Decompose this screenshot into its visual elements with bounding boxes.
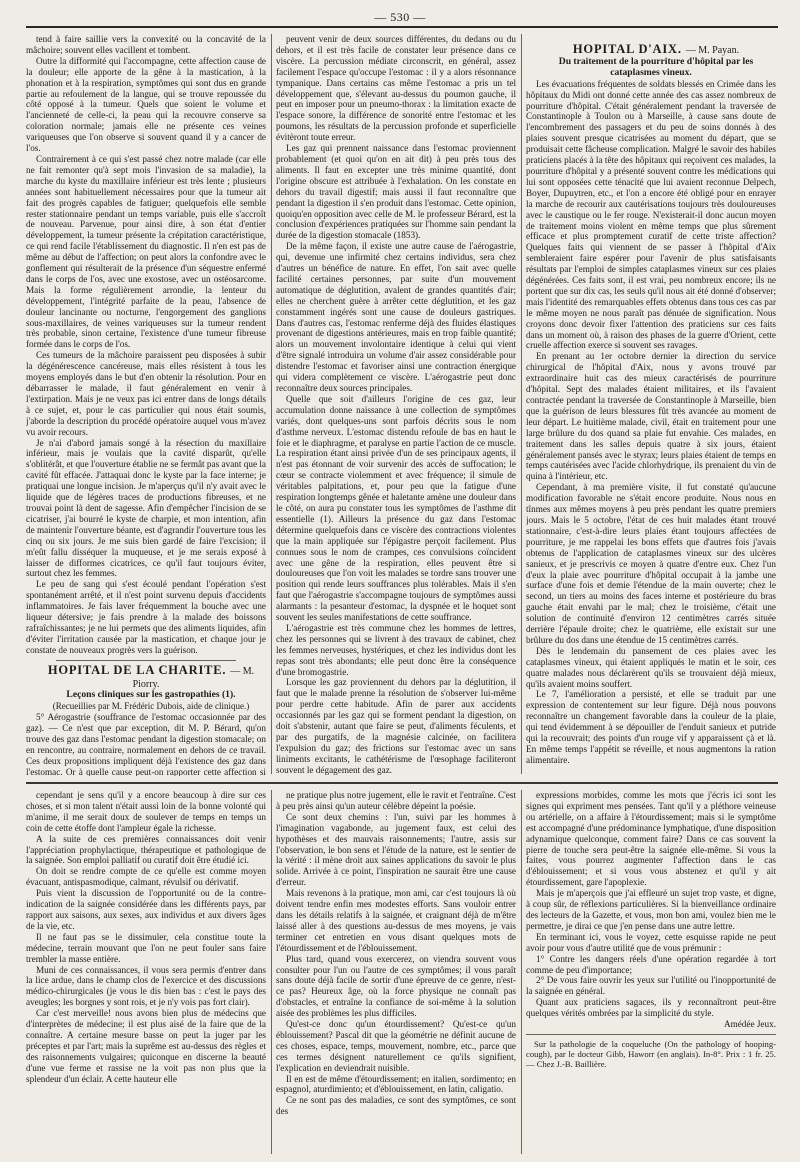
header-rule bbox=[26, 26, 778, 28]
paragraph: En terminant ici, vous le voyez, cette esquisse rapide ne peut avoir pour vous d'autre utilité que de vous prémunir : bbox=[526, 931, 776, 953]
paragraph: Cependant, à ma première visite, il fut constaté qu'aucune modification favorable ne s'était encore produite. Nous nous en tînmes aux mêmes moyens à peu près pendant les quatre premiers jours. Mais le 5 octobre, l'état de ces huit malades étant trouvé stationnaire, c'est-à-dire leurs plaies étant toujours affectées de pourriture, je me rappelai les bons effets que d'autres fois j'avais obtenus de l'application de cataplasmes vineux sur des ulcères sanieux, et je prescrivis ce moyen à quatre d'entre eux. Chez l'un d'eux la plaie avec pourriture d'hôpital occupait à la jambe une surface d'une fois et demie l'étendue de la main ouverte; chez le second, un tiers au moins des faces interne et postérieure du bras gauche était envahi par le mal; chez le troisième, c'était une solution de continuité d'environ 12 centimètres carrés située derrière l'épaule droite; chez le quatrième, elle existait sur une brûlure du dos dans une étendue de 15 centimètres carrés. bbox=[526, 482, 776, 645]
paragraph: Outre la difformité qui l'accompagne, cette affection cause de la douleur; elle apporte de la gêne à la mastication, à la phonation et à la respiration, symptômes qui sont dus en grande partie au refoulement de la langue, qui se trouve repoussée du côté opposé à la tumeur. Quels que soient le volume et l'ancienneté de celle-ci, la peau qui la recouvre conserve sa coloration normale; jamais elle ne présente ces veines variqueuses que l'on observe si souvent quand il y a cancer de l'os. bbox=[26, 55, 266, 154]
paragraph: Il ne faut pas se le dissimuler, cela constitue toute la médecine, terrain mouvant que l'on ne peut fouler sans faire trembler la masse entière. bbox=[26, 931, 266, 964]
paragraph: Il en est de même d'étourdissement; en italien, sordimento; en espagnol, aturdimiento; et d'éblouissement, en latin, caligatio. bbox=[276, 1073, 516, 1095]
paragraph: 5° Aérogastrie (souffrance de l'estomac occasionnée par des gaz). — Ce n'est que par exception, dit M. P. Bérard, qu'on trouve des gaz dans l'estomac pendant la digestion stomacale; on en rencontre, au contraire, normalement en dehors de ce travail. Ces deux propositions impliquent déjà l'existence des gaz dans l'estomac. Or à quelle cause peut-on rapporter cette affection si bbox=[26, 712, 266, 776]
paragraph: tend à faire saillie vers la convexité ou la concavité de la mâchoire; souvent elles vacillent et tombent. bbox=[26, 34, 266, 55]
paragraph: L'aérogastrie est très commune chez les hommes de lettres, chez les personnes qui se livrent à des travaux de cabinet, chez les femmes nerveuses, hystériques, et chez les individus dont les repas sont très abondants; elle peut donc être la conséquence d'une bromogastrie. bbox=[276, 622, 516, 677]
paragraph: Quelle que soit d'ailleurs l'origine de ces gaz, leur accumulation donne naissance à une collection de symptômes variés, dont quelques-uns sont parfois décrits sous le nom d'asthme nerveux. L'estomac distendu refoule de bas en haut le foie et le diaphragme, et paralyse en partie l'action de ce muscle. La respiration étant ainsi privée d'un de ses principaux agents, il n'est pas étonnant de voir survenir des accès de suffocation; le cœur se contracte violemment et avec fréquence; il simule de véritables palpitations, et, pour peu que la fatigue d'une respiration longtemps gênée et haletante amène une douleur dans le côté, on aura pu constater tous les symptômes de l'asthme dit essentielle (1). Ailleurs la présence du gaz dans l'estomac détermine quelquefois dans ce viscère des contractions violentes que la main appliquée sur l'épigastre perçoit facilement. Plus connues sous le nom de crampes, ces convulsions coïncident avec une gêne de la respiration, elles peuvent être si douloureuses que l'on voit les malades se tordre sans trouver une position qui rende leurs souffrances plus tolérables. Mais il s'en faut que l'aérogastrie s'accompagne toujours de symptômes aussi alarmants : la pesanteur d'estomac, la dyspnée et le hoquet sont souvent les seules manifestations de cette souffrance. bbox=[276, 393, 516, 623]
paragraph: cependant je sens qu'il y a encore beaucoup à dire sur ces choses, et si mon talent n'était aussi loin de la bonne volonté qui m'anime, il me serait doux de soulever de temps en temps un coin de cette étoffe dont l'ampleur égale la richesse. bbox=[26, 790, 266, 833]
paragraph: A la suite de ces premières connaissances doit venir l'appréciation prophylactique, thérapeutique et pathologique de la saignée. Son emploi palliatif ou curatif doit être étudié ici. bbox=[26, 833, 266, 866]
column-divider bbox=[521, 790, 522, 1154]
paragraph: Les évacuations fréquentes de soldats blessés en Crimée dans les hôpitaux du Midi ont donné cette année des cas assez nombreux de pourriture d'hôpital. C'était généralement pendant la traversée de Constantinople à Toulon ou à Marseille, à cause sans doute de l'encombrement des passagers et du peu de soins donnés à des plaies souvent presque cicatrisées au moment du départ, que se produisait cette fâcheuse complication. Malgré le savoir des habiles praticiens placés à la tête des hôpitaux qui reçoivent ces malades, la pourriture d'hôpital y a présenté souvent contre les médications qui lui sont opposées cette ténacité que lui avaient reconnue Delpech, Boyer, Dupuytren, etc., et l'on a encore été obligé pour en enrayer la marche de recourir aux cautérisations toujours très douloureuses avec le caustique ou le fer rouge. N'existerait-il donc aucun moyen de traitement moins violent en même temps que plus sûrement efficace et plus promptement curatif de cette triste affection? Quelques faits qui viennent de se passer à l'hôpital d'Aix sembleraient faire espérer pour l'avenir de plus satisfaisants résultats par l'emploi de simples cataplasmes vineux sur ces plaies dégénérées. Ces faits sont, il est vrai, peu nombreux encore; ils ne portent que sur dix cas, les seuls qu'il nous ait été donné d'observer; mais l'identité des remarquables effets obtenus dans tous ces cas par le même moyen ne nous paraît pas dénuée de signification. Nous croyons donc devoir fixer l'attention des praticiens sur ces faits dans un moment où, à raison des phases de la guerre d'Orient, cette cruelle affection exerce si souvent ses ravages. bbox=[526, 78, 776, 351]
section-divider bbox=[56, 660, 236, 661]
page-number: — 530 — bbox=[374, 10, 426, 24]
paragraph: Je n'ai d'abord jamais songé à la résection du maxillaire inférieur, mais je voulais que la cavité disparût, qu'elle s'oblitérât, et que l'ouverture établie ne se fermât pas avant que la cavité fût effacée. J'attaquai donc le kyste par la face interne; je pratiquai une longue incision. Je m'aperçus qu'il n'y avait avec le liquide que de légères traces de productions fibreuses, et ne trouvai point là dent de sagesse. Afin d'empêcher l'incision de se cicatriser, j'ai bourré le kyste de charpie, et mon intention, afin de maintenir l'ouverture béante, est d'agrandir l'ouverture tous les cinq ou six jours. Je me suis bien gardé de faire l'excision; il m'eût fallu disséquer la muqueuse, et je me serais exposé à laisser de difformes cicatrices, ce qu'il faut toujours éviter, surtout chez les femmes. bbox=[26, 437, 266, 579]
signature: Amédée Jeux. bbox=[723, 1019, 776, 1030]
column-5 bbox=[276, 790, 516, 1154]
column-6 bbox=[526, 790, 776, 1154]
biblio-rule bbox=[526, 1034, 776, 1035]
paragraph: Plus tard, quand vous exercerez, on viendra souvent vous consulter pour l'un ou l'autre de ces symptômes; il vous paraît sans doute déjà facile de sortir d'une épreuve de ce genre, n'est-ce pas? Heureux âge, où la force physique ne connaît pas d'obstacles, et entraîne la confiance de soi-même à la solution aisée des problèmes les plus difficiles. bbox=[276, 953, 516, 1019]
column-divider bbox=[521, 34, 522, 774]
paragraph: 1° Contre les dangers réels d'une opération regardée à tort comme de peu d'importance; bbox=[526, 953, 776, 975]
paragraph: De la même façon, il existe une autre cause de l'aérogastrie, qui, devenue une infirmité chez certains individus, sera chez d'autres un bénéfice de nature. En effet, l'on sait avec quelle facilité certaines personnes, par suite d'un mouvement automatique de déglutition, avalent de grandes quantités d'air; elles ne cherchent guère à arrêter cette déglutition, et les gaz constamment ingérés sont une cause de douleurs gastriques. Dans d'autres cas, l'estomac renferme déjà des fluides élastiques provenant de digestions antérieures, mais en trop faible quantité; alors un mouvement involontaire identique à celui qui vient d'être signalé introduira un volume d'air assez considérable pour distendre l'estomac et favoriser ainsi une contraction énergique qui videra complètement ce viscère. L'aérogastrie peut donc reconnaître deux sources principales. bbox=[276, 241, 516, 393]
column-1 bbox=[26, 34, 266, 776]
column-divider bbox=[271, 34, 272, 774]
paragraph: Quant aux praticiens sagaces, ils y reconnaîtront peut-être quelques vérités ombrées par la simplicité du style. bbox=[526, 997, 776, 1019]
paragraph: 2° De vous faire ouvrir les yeux sur l'utilité ou l'inopportunité de la saignée en général. bbox=[526, 975, 776, 997]
paragraph: Car c'est merveille! nous avons bien plus de médecins que d'interprètes de médecine; il est plus aisé de la faire que de la connaître. A certaine mesure basse on peut la juger par les préceptes et par l'art; mais la suprême est au-dessus des règles et des raisonnements vulgaires; quiconque en discerne la beauté d'une vue ferme et rassise ne la voit pas non plus que la splendeur d'un éclair. A cette hauteur elle bbox=[26, 1008, 266, 1084]
column-3 bbox=[526, 34, 776, 776]
section-subtitle: Leçons cliniques sur les gastropathies (1). bbox=[66, 689, 236, 701]
paragraph: expressions morbides, comme les mots que j'écris ici sont les signes qui expriment mes pensées. Tant qu'il y a pléthore veineuse ou artérielle, on a affaire à l'étourdissement; mais si le symptôme est accompagné d'une prédominance lymphatique, d'une disposition adynamique quelconque, comment faire? Dans ce cas souvent la pierre de touche sera peut-être la saignée elle-même. Si vous la faites, vous pourrez augmenter l'affection dans le cas d'éblouissement; et si vous vous abstenez et qu'il y ait étourdissement, gare l'apoplexie. bbox=[526, 790, 776, 888]
paragraph: Ces tumeurs de la mâchoire paraissent peu disposées à subir la dégénérescence cancéreuse, mais elles résistent à tous les moyens employés dans le but d'en obtenir la résolution. Pour en débarrasser le malade, il faut généralement en venir à l'extirpation. Mais je ne veux pas ici entrer dans de longs détails à ce sujet, et, pour le cas particulier qui nous était soumis, j'aborde la description du procédé opératoire auquel vous m'avez vu avoir recours. bbox=[26, 350, 266, 437]
paragraph: Muni de ces connaissances, il vous sera permis d'entrer dans la lice ardue, dans le champ clos de l'exercice et des discussions médico-chirurgicales (je vous le dis bien bas : c'est le pays des aveugles; les borgnes y sont rois, et je n'y vois pas fort clair). bbox=[26, 964, 266, 1008]
paragraph: En prenant au 1er octobre dernier la direction du service chirurgical de l'hôpital d'Aix, nous y avons trouvé par extraordinaire huit cas des mieux caractérisés de pourriture d'hôpital. Sept des malades étaient militaires, et ils l'avaient contractée pendant la traversée de Constantinople à Marseille, bien que la guérison de leurs blessures fût très avancée au moment de leur départ. Le huitième malade, civil, était en traitement pour une large brûlure du dos quand sa plaie fut envahie. Ces malades, en traitement dans les salles depuis quatre à six jours, étaient généralement pansés avec le styrax; leurs plaies étaient de temps en temps cautérisées avec l'acide chlorhydrique, ils prenaient du vin de quina à l'intérieur, etc. bbox=[526, 351, 776, 482]
paragraph: Contrairement à ce qui s'est passé chez notre malade (car elle ne fait remonter qu'à sept mois l'invasion de sa maladie), la marche du kyste du maxillaire inférieur est très lente ; plusieurs années sont habituellement nécessaires pour que la tumeur ait fait des progrès capables de fatiguer; quelquefois elle semble rester stationnaire pendant un temps variable, puis elle s'accroît de nouveau. Parvenue, pour ainsi dire, à son état d'entier développement, la tumeur présente la crépitation caractéristique, ce qui rend facile l'établissement du diagnostic. Il n'en est pas de même au début de l'affection; on peut alors la confondre avec le gonflement qui résulterait de la présence d'un séquestre enfermé dans le corps de l'os, avec une exostose, avec un ostéosarcome. Mais la forme régulièrement arrondie, la lenteur du développement, l'intégrité parfaite de la peau, l'absence de douleur lancinante ou nocturne, l'engorgement des ganglions sous-maxillaires, de veines variqueuses sur la tumeur rendent très probable, sinon certaine, l'existence d'une tumeur fibreuse formée dans le corps de l'os. bbox=[26, 153, 266, 350]
column-divider bbox=[271, 790, 272, 1154]
section-subtitle: Du traitement de la pourriture d'hôpital par les cataplasmes vineux. bbox=[558, 55, 754, 78]
column-4 bbox=[26, 790, 266, 1154]
paragraph: Mais revenons à la pratique, mon ami, car c'est toujours là où doivent tendre enfin mes modestes efforts. Sans vouloir entrer dans les détails relatifs à la saignée, et craignant déjà de m'être laissé aller à des questions au-dessus de mes moyens, je vais terminer cet entretien en vous disant quelques mots de l'étourdissement et de l'éblouissement. bbox=[276, 888, 516, 953]
feuilleton-rule bbox=[26, 782, 778, 784]
paragraph: Mais je m'aperçois que j'ai effleuré un sujet trop vaste, et digne, à coup sûr, de réflexions particulières. Si la bienveillance ordinaire des lecteurs de la Gazette, et vous, mon bon ami, voulez bien me le permettre, je dirai ce que j'en pense dans une autre lettre. bbox=[526, 888, 776, 931]
paragraph: Ce sont deux chemins : l'un, suivi par les hommes à l'imagination vagabonde, au jugement faux, est celui des hypothèses et des mauvais raisonnements; l'autre, assis sur l'observation, le bon sens et l'étude de la nature, est le sentier de la vérité : il mène droit aux saines applications du savoir le plus solide. Arrivée à ce point, l'inspiration ne saurait être une cause d'erreur. bbox=[276, 811, 516, 888]
paragraph: Ce ne sont pas des maladies, ce sont des symptômes, ce sont des bbox=[276, 1095, 516, 1117]
paragraph: Le 7, l'amélioration a persisté, et elle se traduit par une expression de contentement sur leur figure. Déjà nous pouvons reconnaître un changement favorable dans la couleur de la plaie, qui tend évidemment à se dépouiller de l'enduit sanieux et putride qui la recouvrait; des points d'un rouge vif y apparaissent çà et là. En même temps l'appétit se réveille, et nous augmentons la ration alimentaire. bbox=[526, 689, 776, 765]
paragraph: peuvent venir de deux sources différentes, du dedans ou du dehors, et il est très facile de constater leur présence dans ce viscère. La percussion médiate circonscrit, en général, assez facilement l'espace qu'occupe l'estomac : il y a alors résonnance tympanique. Dans certains cas même l'estomac a pris un tel développement que, s'élevant au-dessus du poumon gauche, il peut en imposer pour un pneumo-thorax : la limitation exacte de l'espace sonore, la différence de sonorité entre l'estomac et les poumons, les résultats de la percussion profonde et superficielle évitèront toute erreur. bbox=[276, 34, 516, 143]
paragraph: ne pratique plus notre jugement, elle le ravit et l'entraîne. C'est à peu près ainsi qu'un auteur célèbre dépeint la poésie. bbox=[276, 790, 516, 811]
paragraph: Lorsque les gaz proviennent du dehors par la déglutition, il faut que le malade prenne la résolution de s'observer lui-même pour perdre cette habitude. Afin de parer aux accidents occasionnés par les gaz qui se forment pendant la digestion, on doit s'abstenir, autant que faire se peut, d'aliments féculents, et par des purgatifs, de la magnésie calcinée, on facilitera l'expulsion du gaz; des frictions sur l'estomac avec un sans liniments excitants, le cathétérisme de l'œsophage faciliteront souvent le dégagement des gaz. bbox=[276, 677, 516, 775]
paragraph: Les gaz qui prennent naissance dans l'estomac proviennent probablement (et quoi qu'on en ait dit) à peu près tous des aliments. Il faut en excepter une très minime quantité, dont l'origine obscure est attribuée à l'exhalation. On les constate en dehors du travail digestif; mais aussi il faut reconnaître que pendant la digestion il s'en produit dans l'estomac. Cette opinion, quoiqu'en opposition avec celle de M. le professeur Bérard, est la conclusion d'expériences pratiquées sur l'homme sain pendant la durée de la digestion stomacale (1853). bbox=[276, 143, 516, 241]
paragraph: Le peu de sang qui s'est écoulé pendant l'opération s'est spontanément arrêté, et il n'est point survenu depuis d'accidents inflammatoires. Je fais laver fréquemment la bouche avec une liqueur détersive; je fais prendre à la malade des boissons rafraîchissantes; je ne lui permets que des aliments liquides, afin d'éviter l'irritation causée par la mastication, et chaque jour je constate de nouveaux progrès vers la guérison. bbox=[26, 579, 266, 655]
paragraph: Dès le lendemain du pansement de ces plaies avec les cataplasmes vineux, qui étaient appliqués le matin et le soir, ces quatre malades nous déclarèrent qu'ils se trouvaient déjà mieux, qu'ils avaient moins souffert. bbox=[526, 645, 776, 689]
bibliography-note: Sur la pathologie de la coqueluche (On the pathology of hooping-cough), par le docteur Gibb, Haworr (en anglais). In-8°. Prix : 1 fr. 25. — Chez J.-B. Baillière. bbox=[526, 1038, 776, 1069]
section-note: (Recueillies par M. Frédéric Dubois, aide de clinique.) bbox=[52, 701, 250, 712]
section-title-aix: HOPITAL D'AIX. — M. Payan. bbox=[572, 42, 740, 56]
paragraph: On doit se rendre compte de ce qu'elle est comme moyen évacuant, antispasmodique, calmant, révulsif ou dérivatif. bbox=[26, 866, 266, 888]
column-2 bbox=[276, 34, 516, 776]
paragraph: Qu'est-ce donc qu'un étourdissement? Qu'est-ce qu'un éblouissement? Pascal dit que la géométrie ne définit aucune de ces choses, espace, temps, mouvement, nombre, etc., parce que ces termes désignent naturellement ce qu'ils signifient, l'explication en deviendrait nuisible. bbox=[276, 1019, 516, 1073]
paragraph: Puis vient la discussion de l'opportunité ou de la contre-indication de la saignée considérée dans les différents pays, par rapport aux saisons, aux sexes, aux individus et aux divers âges de la vie, etc. bbox=[26, 888, 266, 931]
section-title-charite: HOPITAL DE LA CHARITE. — M. Piorry. bbox=[47, 662, 255, 690]
